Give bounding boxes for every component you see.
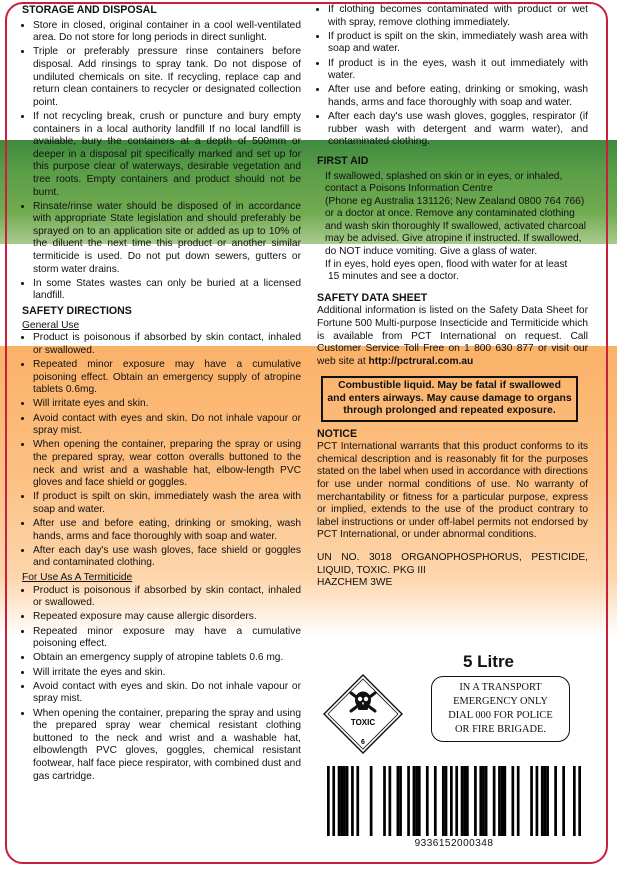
termiticide-item: • Will irritate the eyes and skin. [33, 667, 301, 680]
left-column [22, 4, 301, 785]
storage-heading: STORAGE AND DISPOSAL [22, 4, 157, 16]
barcode-bar [426, 766, 429, 836]
class-number: 6 [361, 739, 365, 746]
sds-body: Additional information is listed on the Safety Data Sheet for Fortune 500 Multi-purpose Insecticide and Termiticide which is available from PCT International on request. Call Customer Service Toll Free on 1 800 630 877 or visit our web site at [317, 305, 588, 367]
barcode-bar [397, 766, 400, 836]
storage-item: • If not recycling break, crush or puncture and bury empty containers in a local authority landfill If no local landfill is available, bury the containers at a depth of 500mm or deeper in a disposal pit specifically marked and set up for this purpose clear of waterways, desirable vegetation and tree roots. Empty containers and product should not be burnt. [33, 111, 301, 199]
warning-line: through prolonged and repeated exposure. [343, 405, 556, 417]
barcode-bar [511, 766, 514, 836]
barcode-bar [485, 766, 488, 836]
safety-continued-item: • If product is spilt on the skin, immediately wash area with soap and water. [328, 31, 588, 56]
barcode-bar [370, 766, 373, 836]
general-use-item: • If product is spilt on skin, immediately wash the area with soap and water. [33, 491, 301, 516]
barcode-bar [554, 766, 557, 836]
notice-text: PCT International warrants that this product conforms to its chemical description and is reasonably fit for the purposes stated on the label when used in accordance with directions for use under normal conditions of use. No warranty of merchantability or fitness for a particular purpose, express or implied, extends to the use of the product contrary to label instructions or under off-label permits not endorsed by PCT International, or under abnormal conditions. [317, 441, 588, 541]
notice-heading: NOTICE [317, 427, 358, 440]
barcode-bar [573, 766, 576, 836]
pack-size: 5 Litre [463, 652, 515, 671]
sds-heading: SAFETY DATA SHEET [317, 291, 428, 304]
first-aid-line: or a doctor at once. Remove any contaminated clothing [325, 208, 575, 220]
hazchem-code: HAZCHEM 3WE [317, 577, 393, 589]
transport-line: IN A TRANSPORT [459, 682, 542, 693]
first-aid-line: contact a Poisons Information Centre [325, 183, 493, 195]
barcode-bar [530, 766, 533, 836]
barcode-bar [338, 766, 341, 836]
first-aid-line: If in eyes, hold eyes open, flood with water for at least [325, 258, 568, 270]
termiticide-item: • Repeated minor exposure may have a cumulative poisoning effect. [33, 626, 301, 651]
barcode-number: 9336152000348 [414, 838, 494, 849]
transport-line: DIAL 000 FOR POLICE [448, 710, 553, 721]
safety-continued-item: • After use and before eating, drinking or smoking, wash hands, arms and face thoroughly with soap and water. [328, 84, 588, 109]
barcode-bar [340, 766, 343, 836]
barcode-bar [407, 766, 410, 836]
general-use-item: • When opening the container, preparing the spray or using the prepared spray, wear cotton overalls buttoned to the neck and wrist and a washable hat, elbow-length PVC gloves and face shield or goggles. [33, 439, 301, 489]
sds-text [317, 305, 588, 368]
general-use-item: • Product is poisonous if absorbed by skin contact, inhaled or swallowed. [33, 332, 301, 357]
first-aid-line: (Phone eg Australia 131126; New Zealand 0800 764 766) [325, 195, 585, 207]
barcode-bar [541, 766, 544, 836]
toxic-diamond [323, 674, 403, 754]
first-aid-line: may be advised. Give atropine if instructed. If swallowed, [325, 233, 582, 245]
barcode-bar [501, 766, 504, 836]
first-aid-line: do NOT induce vomiting. Give a glass of water. [325, 246, 538, 258]
barcode-bar [562, 766, 565, 836]
termiticide-list [22, 585, 301, 783]
warning-line: Combustible liquid. May be fatal if swallowed [338, 380, 561, 392]
barcode-bar [503, 766, 506, 836]
termiticide-item: • Product is poisonous if absorbed by skin contact, inhaled or swallowed. [33, 585, 301, 610]
bottom-panel [317, 648, 597, 858]
barcode-bar [445, 766, 448, 836]
barcode-bar [399, 766, 402, 836]
barcode-bar [418, 766, 421, 836]
transport-emergency-box [431, 676, 570, 742]
barcode-bar [346, 766, 349, 836]
barcode-bar [474, 766, 477, 836]
termiticide-label: For Use As A Termiticide [22, 572, 133, 584]
transport-line: OR FIRE BRIGADE. [455, 724, 546, 735]
barcode-bar [332, 766, 335, 836]
toxic-text: TOXIC [350, 718, 376, 727]
right-column [317, 4, 588, 590]
safety-continued-list [317, 4, 588, 149]
safety-continued-item: • If clothing becomes contaminated with product or wet with spray, remove clothing immediately. [328, 4, 588, 29]
barcode-bar [546, 766, 549, 836]
storage-item: • Triple or preferably pressure rinse containers before disposal. Add rinsings to spray tank. Do not dispose of undiluted chemicals on site. If recycling, replace cap and return clean containers to recycler or designated collection point. [33, 46, 301, 109]
barcode-bar [466, 766, 469, 836]
barcode-bar [442, 766, 445, 836]
transport-line: EMERGENCY ONLY [453, 696, 548, 707]
barcode-bar [493, 766, 496, 836]
combustible-warning-box [321, 376, 578, 421]
barcode-bar [343, 766, 346, 836]
barcode-bar [351, 766, 354, 836]
first-aid-line: 15 minutes and see a doctor. [328, 271, 459, 283]
barcode-bar [498, 766, 501, 836]
barcode-bar [450, 766, 453, 836]
barcode-bar [415, 766, 418, 836]
safety-heading: SAFETY DIRECTIONS [22, 305, 132, 318]
termiticide-item: • Repeated exposure may cause allergic disorders. [33, 611, 301, 624]
safety-continued-item: • If product is in the eyes, wash it out immediately with water. [328, 58, 588, 83]
barcode-bar [461, 766, 464, 836]
termiticide-item: • Avoid contact with eyes and skin. Do not inhale vapour or spray mist. [33, 681, 301, 706]
safety-continued-item: • After each day's use wash gloves, goggles, respirator (if rubber wash with detergent and warm water), and contaminated clothing. [328, 111, 588, 149]
un-number-text: UN NO. 3018 ORGANOPHOSPHORUS, PESTICIDE, LIQUID, TOXIC. PKG III [317, 551, 588, 576]
termiticide-item: • Obtain an emergency supply of atropine tablets 0.6 mg. [33, 652, 301, 665]
barcode-bar [388, 766, 391, 836]
storage-list [22, 20, 301, 303]
storage-item: • Rinsate/rinse water should be disposed of in accordance with appropriate State legislation and should preferably be sprayed on to an application site or added as up to 10% of the diluent the next time this product or another similar termiticide is used. Do not put down sewers, gutters or storm water drains. [33, 201, 301, 277]
barcode-bar [463, 766, 466, 836]
barcode [327, 766, 581, 836]
sds-url-link[interactable]: http://pctrural.com.au [368, 355, 474, 367]
first-aid-text [317, 171, 588, 284]
barcode-bar [383, 766, 386, 836]
barcode-bar [434, 766, 437, 836]
warning-line: and enters airways. May cause damage to organs [327, 392, 572, 404]
barcode-bar [482, 766, 485, 836]
termiticide-item: • When opening the container, preparing the spray and using the prepared spray wear chemical resistant clothing buttoned to the neck and wrist and a washable hat, elbowlength PVC gloves, goggles, chemical resistant footwear, half face piece respirator, with combined dust and gas cartridge. [33, 708, 301, 784]
barcode-bar [544, 766, 547, 836]
barcode-bar [536, 766, 539, 836]
barcode-bar [455, 766, 458, 836]
storage-item: • In some States wastes can only be buried at a licensed landfill. [33, 278, 301, 303]
general-use-item: • After use and before eating, drinking or smoking, wash hands, arms and face thoroughly with soap and water. [33, 518, 301, 543]
general-use-item: • Avoid contact with eyes and skin. Do not inhale vapour or spray mist. [33, 413, 301, 438]
barcode-bar [578, 766, 581, 836]
first-aid-line: If swallowed, splashed on skin or in eyes, or inhaled, [325, 170, 563, 182]
barcode-bar [356, 766, 359, 836]
barcode-bar [327, 766, 330, 836]
general-use-item: • After each day's use wash gloves, face shield or goggles and contaminated clothing. [33, 545, 301, 570]
general-use-item: • Repeated minor exposure may have a cumulative poisoning effect. Obtain an emergency supply of atropine tablets 0.6mg. [33, 359, 301, 397]
storage-item: • Store in closed, original container in a cool well-ventilated area. Do not store for long periods in direct sunlight. [33, 20, 301, 45]
first-aid-heading: FIRST AID [317, 154, 369, 167]
barcode-bar [413, 766, 416, 836]
general-use-item: • Will irritate eyes and skin. [33, 398, 301, 411]
general-use-list [22, 332, 301, 570]
general-use-label: General Use [22, 319, 80, 331]
barcode-bar [517, 766, 520, 836]
barcode-bar [479, 766, 482, 836]
first-aid-line: and wash skin thoroughly If swallowed, activated charcoal [325, 220, 587, 232]
